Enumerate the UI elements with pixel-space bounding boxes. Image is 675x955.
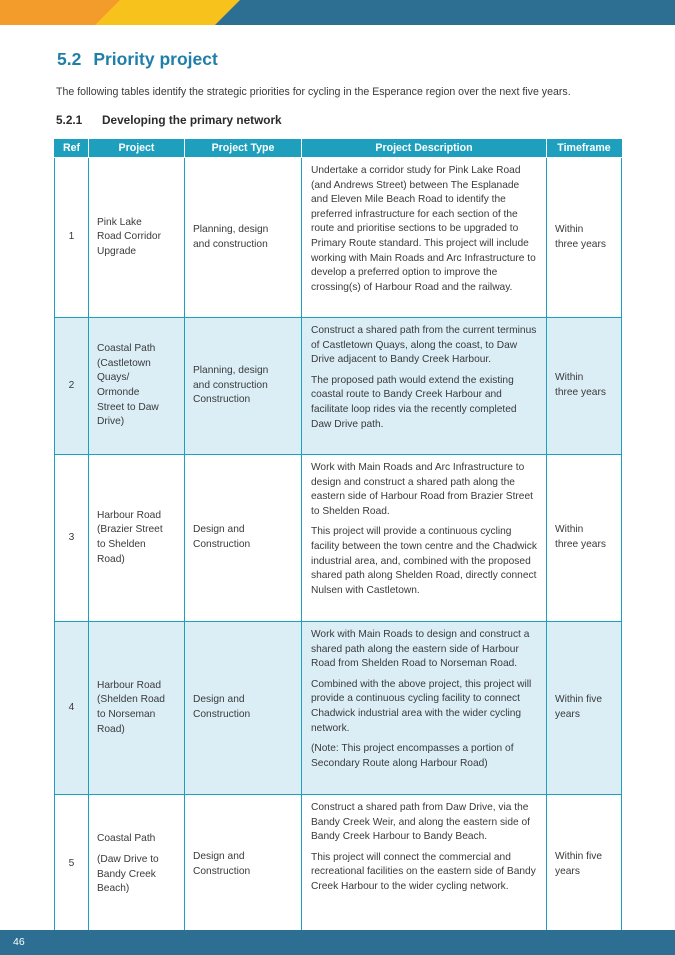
- table-row: [55, 318, 622, 455]
- description-paragraph: Combined with the above project, this project will provide a continuous cycling facility to connect Chadwick industrial area with the wider cycling network.: [311, 678, 532, 734]
- timeframe-line: years: [555, 865, 580, 877]
- description-cell: [302, 455, 547, 622]
- description-cell: [302, 318, 547, 455]
- banner-graphic: [0, 0, 675, 25]
- description-paragraph: The proposed path would extend the existing coastal route to Bandy Creek Harbour and facilitate loop rides via the recently completed Daw Drive path.: [311, 374, 517, 430]
- project-cell: [89, 158, 185, 318]
- type-line: Planning, design: [193, 223, 269, 235]
- timeframe-line: Within: [555, 524, 584, 536]
- description-cell: [302, 622, 547, 795]
- timeframe-cell: [547, 795, 622, 935]
- timeframe-cell: [547, 158, 622, 318]
- project-line: Road): [97, 723, 125, 735]
- timeframe-cell: [547, 318, 622, 455]
- project-type-cell: [185, 795, 302, 935]
- page-number: 46: [13, 936, 25, 948]
- project-cell: [89, 455, 185, 622]
- project-line: (Brazier Street: [97, 524, 163, 536]
- type-line: Design and: [193, 524, 245, 536]
- description-paragraph: This project will provide a continuous cycling facility between the town centre and the Chadwick industrial area, and, combined with the proposed shared path along Shelden Road, directly connect Nulsen with Castletown.: [311, 526, 537, 596]
- description-paragraph: Construct a shared path from Daw Drive, via the Bandy Creek Weir, and along the eastern side of Bandy Creek Harbour to Bandy Beach.: [311, 802, 530, 843]
- timeframe-line: three years: [555, 539, 606, 550]
- description-paragraph: Work with Main Roads and Arc Infrastructure to design and construct a shared path along the eastern side of Harbour Road from Brazier Street to Shelden Road.: [311, 462, 533, 517]
- subsection-title: Developing the primary network: [102, 113, 282, 127]
- description-paragraph: Undertake a corridor study for Pink Lake Road (and Andrews Street) between The Esplanade and Eleven Mile Beach Road to identify the preferred infrastructure for each section of the route and prioritise sections to be upgraded to Primary Route standard. This project will include working with Main Roads and Arc Infrastructure to develop a preferred option to improve the crossing(s) of Harbour Road and the railway.: [311, 165, 536, 293]
- intro-paragraph: The following tables identify the strategic priorities for cycling in the Esperance region over the next five years.: [56, 86, 571, 98]
- project-type-cell: [185, 318, 302, 455]
- project-line: (Daw Drive to: [97, 853, 159, 865]
- project-type-cell: [185, 158, 302, 318]
- ref-cell: 4: [55, 622, 89, 795]
- project-line: Ormonde: [97, 387, 140, 398]
- table-row: [55, 622, 622, 795]
- table-row: [55, 795, 622, 935]
- timeframe-line: three years: [555, 387, 606, 398]
- project-cell: [89, 622, 185, 795]
- project-line: Road): [97, 553, 125, 565]
- project-line: Coastal Path: [97, 343, 156, 355]
- type-line: and construction: [193, 238, 268, 250]
- project-line: (Shelden Road: [97, 694, 165, 706]
- project-cell: [89, 795, 185, 935]
- type-line: Construction: [193, 709, 251, 720]
- description-paragraph: This project will connect the commercial and recreational facilities on the eastern side of Bandy Creek Harbour to the wider cycling network.: [311, 851, 536, 892]
- column-header-project: Project: [89, 139, 185, 158]
- timeframe-line: Within: [555, 372, 584, 384]
- project-line: Upgrade: [97, 245, 137, 257]
- project-line: Bandy Creek: [97, 868, 156, 880]
- ref-cell: 2: [55, 318, 89, 455]
- type-line: Construction: [193, 865, 251, 877]
- type-line: Design and: [193, 694, 245, 706]
- project-line: to Shelden: [97, 539, 146, 550]
- project-line: Coastal Path: [97, 833, 156, 845]
- top-decorative-banner: [0, 0, 675, 25]
- project-line: Quays/: [97, 372, 130, 384]
- type-line: Construction: [193, 394, 251, 406]
- project-line: Road Corridor: [97, 231, 161, 243]
- timeframe-line: Within five: [555, 850, 602, 862]
- project-line: Drive): [97, 416, 125, 428]
- type-line: Planning, design: [193, 365, 269, 377]
- priority-projects-table: [54, 139, 622, 935]
- description-cell: [302, 795, 547, 935]
- column-header-ref: Ref: [55, 139, 89, 158]
- timeframe-cell: [547, 622, 622, 795]
- page-footer: [0, 930, 675, 955]
- column-header-project-type: Project Type: [185, 139, 302, 158]
- project-line: Beach): [97, 883, 130, 895]
- timeframe-line: three years: [555, 238, 606, 250]
- column-header-project-description: Project Description: [302, 139, 547, 158]
- table-row: [55, 158, 622, 318]
- ref-cell: 3: [55, 455, 89, 622]
- table-row: [55, 455, 622, 622]
- project-line: Pink Lake: [97, 216, 142, 228]
- description-paragraph: Work with Main Roads to design and construct a shared path along the eastern side of Harbour Road from Shelden Road to Norseman Road.: [311, 629, 530, 670]
- subsection-number: 5.2.1: [56, 113, 83, 127]
- timeframe-line: Within: [555, 223, 584, 235]
- timeframe-cell: [547, 455, 622, 622]
- subsection-heading: [56, 113, 282, 127]
- project-type-cell: [185, 622, 302, 795]
- section-title: [57, 49, 218, 70]
- ref-cell: 5: [55, 795, 89, 935]
- project-line: Harbour Road: [97, 679, 161, 691]
- project-line: (Castletown: [97, 357, 151, 369]
- section-number: 5.2: [57, 49, 82, 69]
- description-paragraph: (Note: This project encompasses a portion of Secondary Route along Harbour Road): [311, 743, 514, 769]
- description-paragraph: Construct a shared path from the current terminus of Castletown Quays, along the coast, to Daw Drive adjacent to Bandy Creek Harbour.: [311, 325, 537, 366]
- table-header-row: [55, 139, 622, 158]
- ref-cell: 1: [55, 158, 89, 318]
- timeframe-line: years: [555, 709, 580, 720]
- project-type-cell: [185, 455, 302, 622]
- project-cell: [89, 318, 185, 455]
- type-line: Design and: [193, 850, 245, 862]
- project-line: Street to Daw: [97, 401, 159, 413]
- column-header-timeframe: Timeframe: [547, 139, 622, 158]
- type-line: Construction: [193, 539, 251, 550]
- project-line: Harbour Road: [97, 509, 161, 521]
- section-title-text: Priority project: [93, 49, 218, 69]
- description-cell: [302, 158, 547, 318]
- timeframe-line: Within five: [555, 694, 602, 706]
- type-line: and construction: [193, 379, 268, 391]
- project-line: to Norseman: [97, 709, 156, 720]
